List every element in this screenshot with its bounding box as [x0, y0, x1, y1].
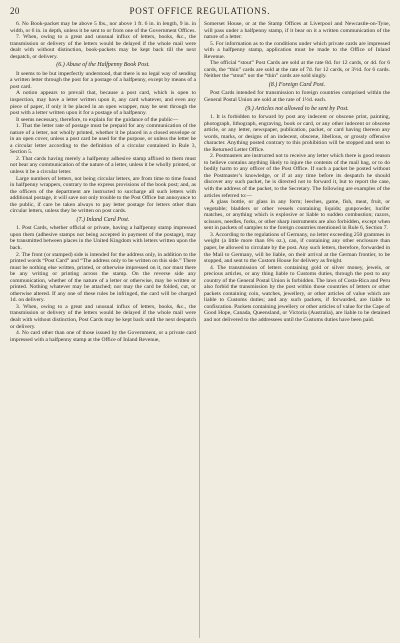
running-title: POST OFFICE REGULATIONS. — [129, 6, 271, 16]
paragraph: It seems necessary, therefore, to explain for the guidance of the public— — [16, 116, 179, 123]
paragraph: 1. Post Cards, whether official or private, having a halfpenny stamp impressed upon them (adhesive stamps not being accepted in payment of the postage), may be transmitted between places in the United Kingdom with letters written upon the back. — [10, 225, 196, 251]
paragraph: 1. It is forbidden to forward by post any indecent or obscene print, painting, photograph, lithograph, engraving, book or card, or any other indecent or obscene article, or any letter, newspaper, publication, packet, or card having thereon any words, marks, or designs of an indecent, obscene, libellous, or grossly offensive character. Anything posted contrary to this prohibition will be stopped and sent to the Returned Letter Office. — [204, 114, 390, 153]
paragraph: 2. The front (or stamped) side is intended for the address only, in addition to the printed words “Post Card” and “The address only to be written on this side.” There must be nothing else written, printed, or otherwise impressed on it, nor must there be any writing or printing across the stamp. On the reverse side any communication, whether of the nature of a letter or otherwise, may be written or printed. Nothing whatever may be attached; nor may the card be folded, cut, or otherwise altered. If any one of these rules be infringed, the card will be charged 1d. on delivery. — [10, 251, 196, 304]
paragraph: 3. According to the regulations of Germany, no letter exceeding 250 grammes in weight (a little more than 8¾ oz.), can, if containing any other enclosure than paper, be allowed to circulate by the post. Any such letters, therefore, forwarded in the Mail to Germany, will be liable, on their arrival at the German frontier, to be stopped, and sent to the Custom House for delivery as freight. — [204, 231, 390, 265]
page-header — [10, 6, 390, 18]
paragraph: The official “stout” Post Cards are sold at the rate 8d. for 12 cards, or 4d. for 6 cards, the “thin” cards are sold at the rate of 7d. for 12 cards, or 3½d. for 6 cards. Neither the “stout” nor the “thin” cards are sold singly. — [204, 60, 390, 80]
paragraph: Somerset House, or at the Stamp Offices at Liverpool and Newcastle-on-Tyne, will pass under a halfpenny stamp, if it bear on it a written communication of the nature of a letter. — [204, 21, 390, 41]
paragraph: Large numbers of letters, not being circular letters, are from time to time found in halfpenny wrappers, contrary to the express provisions of the book post; and, as the officers of the department are instructed to surcharge all such letters with additional postage, it will save not only trouble to the Post Office but annoyance to the public, if care be taken always to pay letter postage for letters other than circular letters, unless they be written on post cards. — [10, 175, 196, 215]
text-columns — [10, 21, 390, 343]
section-heading: (9.) Articles not allowed to be sent by Post. — [245, 105, 349, 112]
page-number: 20 — [10, 6, 20, 16]
paragraph: 3. When, owing to a great and unusual influx of letters, books, &c., the transmission or delivery of the letters would be delayed if the whole mail were dealt with without distinction, Post Cards may be kept back until the next despatch or delivery. — [10, 303, 196, 330]
right-column — [204, 21, 390, 343]
paragraph: A glass bottle, or glass in any form; leeches, game, fish, meat, fruit, or vegetable; bladders or other vessels containing liquids; gunpowder, lucifer matches, or anything which is explosive or liable to sudden combustion; razors, scissors, needles, forks, or other sharp instruments are also forbidden, except when sent in packets of samples to the foreign countries mentioned in Rule 6, Section 7. — [204, 199, 390, 232]
paragraph: 4. The transmission of letters containing gold or silver money, jewels, or precious articles, or any thing liable to Customs duties, through the post to any country of the General Postal Union is forbidden. The laws of Costa-Rica and Peru also forbid the transmission by the post within those countries of letters or other packets containing coin, watches, jewellery, or other articles of value which are liable to Customs duties; and any such packets, if forwarded, are liable to confiscation. Packets containing jewellery or other articles of value for the Cape of Good Hope, Canada, Queensland, or Victoria (Australia), are liable to be detained and not delivered to the addressees until the Customs duties have been paid. — [204, 264, 390, 323]
paragraph: Post Cards intended for transmission to foreign countries comprised within the General Postal Union are sold at the rate of 1½d. each. — [204, 90, 390, 103]
section-heading: (6.) Abuse of the Halfpenny Book Post. — [56, 62, 150, 69]
paragraph: 2. Postmasters are instructed not to receive any letter which there is good reason to believe contains anything likely to injure the contents of the mail bag, or to do bodily harm to any officer of the Post Office. If such a packet be posted without the Postmaster’s knowledge, or if at any time before its despatch he should discover any such packet, he is directed not to forward it, but to report the case, with the address of the packet, to the Secretary. The following are examples of the articles referred to:— — [204, 153, 390, 199]
paragraph: 2. That cards having merely a halfpenny adhesive stamp affixed to them must not bear any communication of the nature of a letter, unless it be wholly printed, or unless it be a circular letter. — [10, 155, 196, 175]
column-divider — [199, 18, 200, 638]
paragraph: 7. When, owing to a great and unusual influx of letters, books, &c., the transmission or delivery of the letters would be delayed if the whole mail were dealt with without distinction, book-packets may be kept back till the next despatch, or delivery. — [10, 34, 196, 60]
paragraph: A notion appears to prevail that, because a post card, which is open to inspection, may have a letter written upon it, any card whatever, and even any piece of paper, if only it be placed in an open wrapper, may be sent through the post with a letter written upon it for a postage of a halfpenny. — [10, 90, 196, 117]
section-heading: (7.) Inland Card Post. — [76, 216, 130, 223]
left-column — [10, 21, 196, 343]
paragraph: 6. No Book-packet may be above 5 lbs., nor above 1 ft. 6 in. in length, 9 in. in width, or 6 in. in depth, unless it be sent to or from one of the Government Offices. — [10, 21, 196, 34]
paragraph: 4. No card other than one of those issued by the Government, or a private card impressed with a halfpenny stamp at the Office of Inland Revenue, — [10, 330, 196, 343]
paragraph: It seems to be but imperfectly understood, that there is no legal way of sending a written letter through the post for a postage of a halfpenny, except by means of a post card. — [10, 70, 196, 90]
paragraph: 5. For information as to the conditions under which private cards are impressed with a halfpenny stamp, application must be made to the Office of Inland Revenue. — [204, 40, 390, 60]
section-heading: (8.) Foreign Card Post. — [268, 81, 326, 88]
paragraph: 1. That the letter rate of postage must be prepaid for any communication of the nature of a letter, not wholly printed, whether it be placed in a closed envelope or in an open cover, unless a post card be used for the purpose, or unless the letter be a circular letter according to the definition of a circular contained in Rule 3, Section 5. — [10, 123, 196, 156]
